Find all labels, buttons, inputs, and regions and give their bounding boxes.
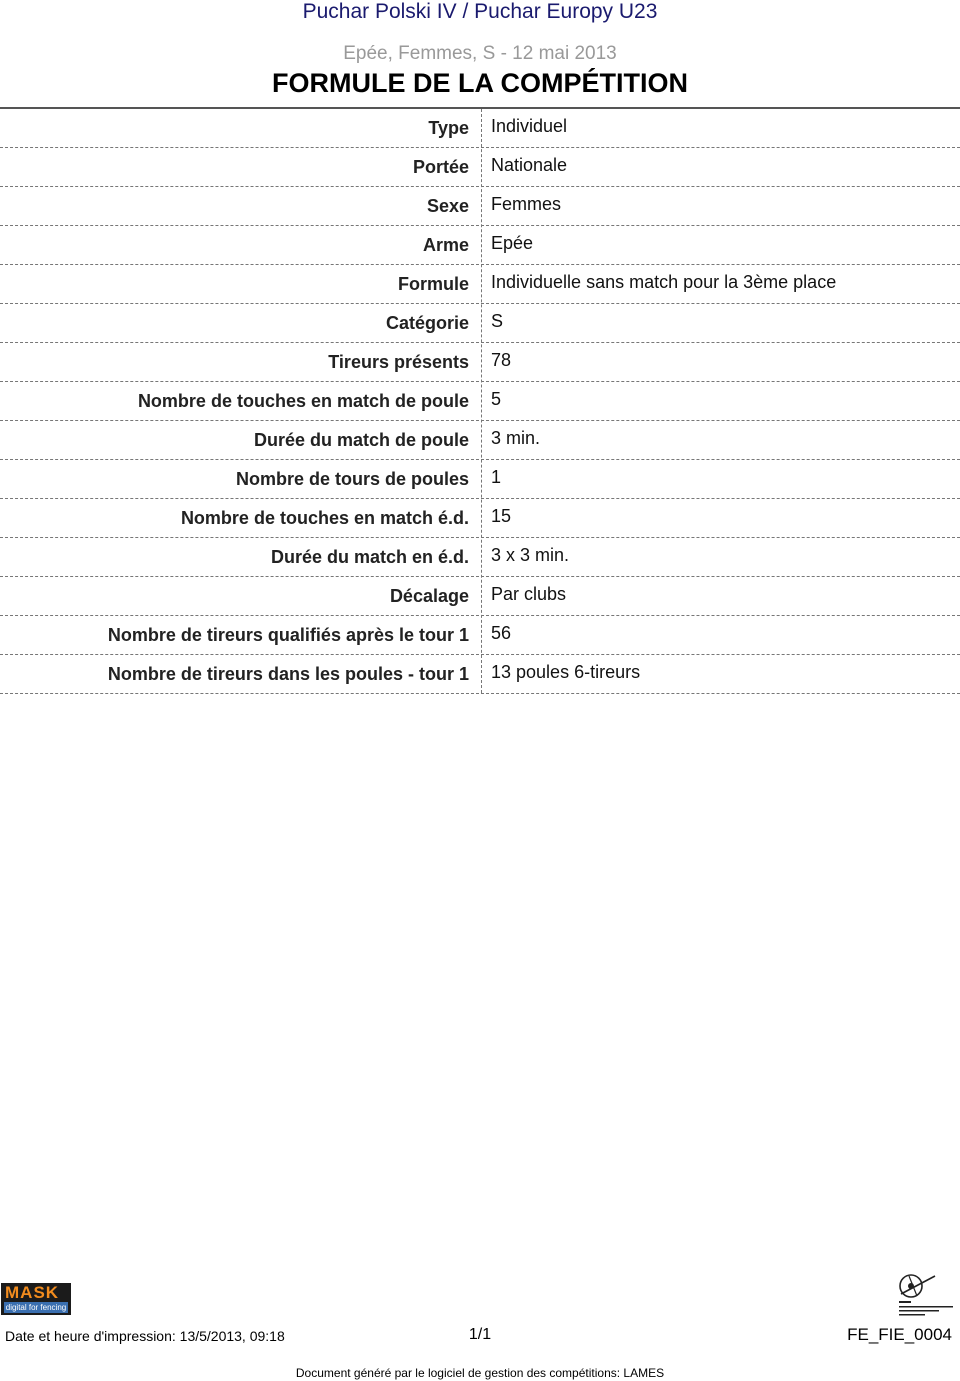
print-datetime: Date et heure d'impression: 13/5/2013, 09:18 (5, 1328, 285, 1344)
row-label: Nombre de tours de poules (235, 469, 469, 489)
row-label: Décalage (389, 586, 469, 606)
row-value: Nationale (491, 155, 568, 175)
table-row (0, 460, 960, 499)
row-label: Portée (412, 157, 469, 177)
row-label: Durée du match en é.d. (270, 547, 469, 567)
row-label: Arme (422, 235, 469, 255)
row-value: Par clubs (491, 584, 567, 604)
row-label: Type (428, 118, 469, 138)
row-value: 13 poules 6-tireurs (491, 662, 641, 682)
table-row (0, 343, 960, 382)
row-label: Catégorie (385, 313, 469, 333)
row-value: 1 (491, 467, 502, 487)
row-label: Sexe (426, 196, 469, 216)
table-row (0, 421, 960, 460)
generated-by-note: Document généré par le logiciel de gestion des compétitions: LAMES (295, 1366, 665, 1380)
row-value: 5 (491, 389, 502, 409)
event-title: Puchar Polski IV / Puchar Europy U23 (302, 0, 658, 23)
row-value: 56 (491, 623, 512, 643)
row-value: Femmes (491, 194, 562, 214)
table-row (0, 265, 960, 304)
row-label: Nombre de touches en match de poule (137, 391, 469, 411)
row-value: 3 x 3 min. (491, 545, 570, 565)
fie-logo-icon (895, 1270, 957, 1316)
document-title: FORMULE DE LA COMPÉTITION (272, 68, 688, 98)
table-row (0, 109, 960, 148)
table-row (0, 187, 960, 226)
row-value: Individuel (491, 116, 568, 136)
row-value: 78 (491, 350, 512, 370)
row-value: Epée (491, 233, 534, 253)
table-row (0, 616, 960, 655)
competition-formula-table (0, 109, 960, 694)
mask-logo-tagline: digital for fencing (5, 1303, 67, 1312)
row-label: Formule (397, 274, 469, 294)
event-subtitle: Epée, Femmes, S - 12 mai 2013 (343, 43, 617, 64)
table-row (0, 655, 960, 694)
table-row (0, 499, 960, 538)
row-value: Individuelle sans match pour la 3ème place (491, 272, 837, 292)
row-label: Nombre de touches en match é.d. (180, 508, 469, 528)
document-code: FE_FIE_0004 (847, 1325, 952, 1344)
row-label: Durée du match de poule (253, 430, 469, 450)
table-row (0, 304, 960, 343)
fie-logo-graphic (895, 1270, 957, 1316)
mask-logo-word: MASK (5, 1283, 60, 1302)
page-number: 1/1 (468, 1326, 492, 1343)
mask-logo (1, 1283, 71, 1315)
row-value: 15 (491, 506, 512, 526)
row-value: 3 min. (491, 428, 541, 448)
row-label: Tireurs présents (328, 352, 469, 372)
table-row (0, 148, 960, 187)
table-row (0, 226, 960, 265)
row-value: S (491, 311, 504, 331)
table-row (0, 577, 960, 616)
row-label: Nombre de tireurs dans les poules - tour 1 (107, 664, 469, 684)
table-row (0, 538, 960, 577)
column-divider (481, 109, 482, 693)
table-row (0, 382, 960, 421)
row-label: Nombre de tireurs qualifiés après le tour 1 (107, 625, 469, 645)
